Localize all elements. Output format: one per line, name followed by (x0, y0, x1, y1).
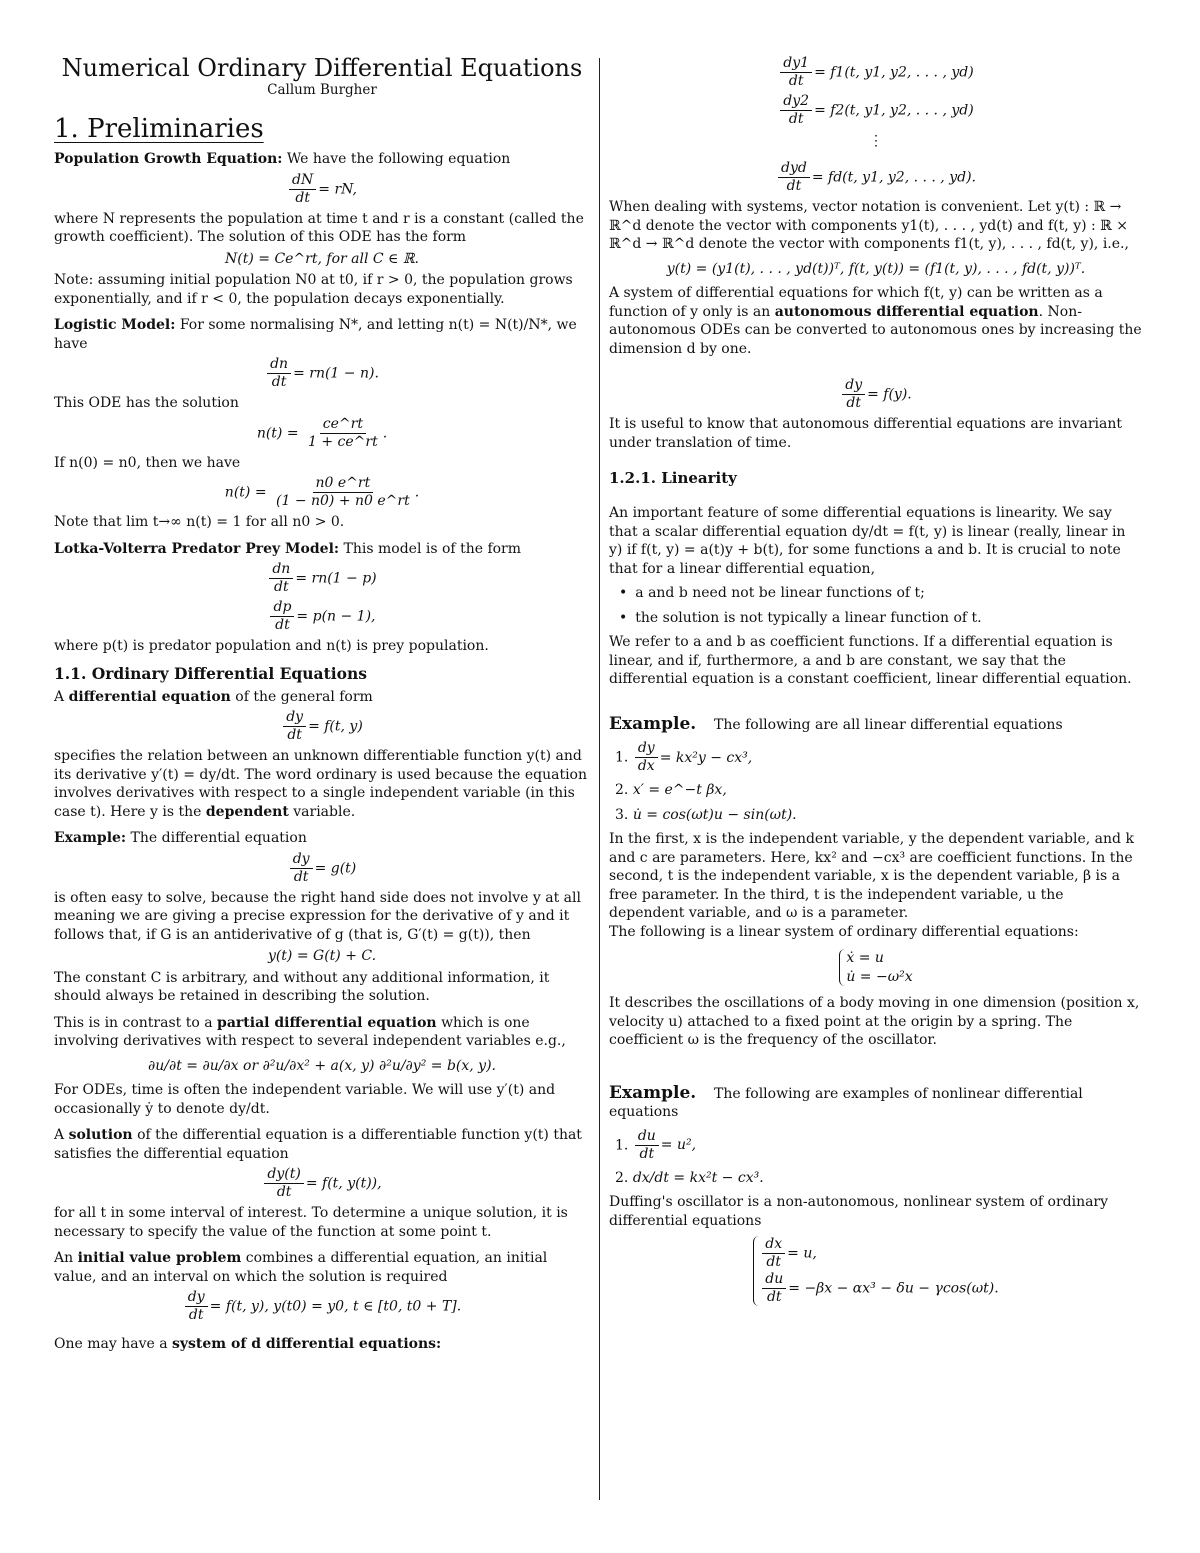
pde-equation: ∂u/∂t = ∂u/∂x or ∂²u/∂x² + a(x, y) ∂²u/∂y² = b(x, y). (147, 1057, 496, 1074)
solution-paragraph: A solution of the differential equation is a differentiable function y(t) that satisfies the differential equation (54, 1127, 582, 1162)
duffing-system: $\frac{dx}{dt}$ = u, $\frac{du}{dt}$ = −βx − αx³ − δu − γcos(ωt). (609, 1236, 1143, 1306)
pde-paragraph: This is in contrast to a partial differential equation which is one involving derivatives with respect to several independent variables e.g., (54, 1014, 566, 1049)
ode-equation: $\frac{dy}{dt}$ = f(t, y) (54, 709, 590, 744)
linearity-bullet-2: • the solution is not typically a linear function of t. (609, 609, 1143, 628)
vector-text: When dealing with systems, vector notation is convenient. Let y(t) : ℝ → ℝ^d denote the vector with components y1(t), . . . , yd(t) and f(t, y) : ℝ × ℝ^d → ℝ^d denote the vector with components f1(t, y), . . . , fd(t, y), i.e., (609, 199, 1129, 252)
logistic-text-2: If n(0) = n0, then we have (54, 454, 241, 471)
ivp-equation: $\frac{dy}{dt}$ = f(t, y), y(t0) = y0, t ∈ [t0, t0 + T]. (54, 1289, 590, 1324)
ode-paragraph: A differential equation of the general form (54, 688, 373, 705)
subsection-title: 1.1. Ordinary Differential Equations (54, 663, 367, 683)
autonomous-paragraph: A system of differential equations for which f(t, y) can be written as a function of y only is an autonomous differential equation. Non-autonomous ODEs can be converted to autonomous ones by increasing the dimension d by one. (609, 285, 1142, 357)
column-divider (599, 58, 600, 1500)
linearity-text: An important feature of some differential equations is linearity. We say that a scalar differential equation dy/dt = f(t, y) is linear (really, linear in y) if f(t, y) = a(t)y + b(t), for some functions a and b. It is crucial to note that for a linear differential equation, (609, 505, 1126, 577)
pop-text: where N represents the population at time t and r is a constant (called the growth coefficient). The solution of this ODE has the form (54, 210, 584, 245)
pop-note: Note: assuming initial population N0 at t0, if r > 0, the population grows exponentially, and if r < 0, the population decays exponentially. (54, 272, 573, 307)
pop-paragraph: Population Growth Equation: We have the following equation (54, 151, 511, 167)
lv-equation-1: $\frac{dn}{dt}$ = rn(1 − p) (54, 561, 590, 596)
example-paragraph: Example: The differential equation (54, 830, 307, 846)
document-title: Numerical Ordinary Differential Equations (61, 54, 583, 82)
example-1-item-1: 1. $\frac{dy}{dx}$ = kx²y − cx³, (615, 740, 753, 774)
system-eq-2: $\frac{dy2}{dt}$ = f2(t, y1, y2, . . . , yd) (609, 93, 1143, 128)
logistic-equation: $\frac{dn}{dt}$ = rn(1 − n). (54, 356, 590, 391)
example-1-text: In the first, x is the independent variable, y the dependent variable, and k and c are parameters. Here, kx² and −cx³ are coefficient functions. In the second, t is the independent variable, x is the dependent variable, β is a free parameter. In the third, t is the independent variable, u the dependent variable, and ω is a parameter. (609, 831, 1134, 921)
logistic-text: This ODE has the solution (54, 395, 239, 411)
example-1-item-2: 2. x′ = e^−t βx, (615, 782, 727, 798)
linearity-title: 1.2.1. Linearity (609, 469, 737, 487)
left-column (54, 52, 590, 1354)
lv-equation-2: $\frac{dp}{dt}$ = p(n − 1), (54, 599, 590, 634)
system-vdots: ⋮ (869, 133, 883, 149)
logistic-note: Note that lim t→∞ n(t) = 1 for all n0 > 0. (54, 514, 345, 530)
vector-equation: y(t) = (y1(t), . . . , yd(t))ᵀ, f(t, y(t)) = (f1(t, y), . . . , fd(t, y))ᵀ. (666, 260, 1086, 277)
example-solution: y(t) = G(t) + C. (267, 948, 377, 964)
time-text: For ODEs, time is often the independent variable. We will use y′(t) and occasionally ẏ to denote dy/dt. (54, 1082, 556, 1117)
example-equation: $\frac{dy}{dt}$ = g(t) (54, 851, 590, 886)
autonomous-equation: $\frac{dy}{dt}$ = f(y). (609, 377, 1143, 412)
autonomous-text: It is useful to know that autonomous differential equations are invariant under translation of time. (609, 416, 1123, 451)
example-text-2: The constant C is arbitrary, and without any additional information, it should always be retained in describing the solution. (54, 969, 550, 1004)
linearity-text-2: We refer to a and b as coefficient functions. If a differential equation is linear, and if, furthermore, a and b are constant, we say that the differential equation is a constant coefficient, linear differential equation. (609, 634, 1132, 687)
example-1-system: ẋ = u u̇ = −ω²x (609, 949, 1143, 986)
example-1-heading: Example. The following are all linear differential equations (609, 713, 1063, 734)
example-2-heading: Example. The following are examples of nonlinear differential equations (609, 1082, 1083, 1120)
example-1-item-3: 3. u̇ = cos(ωt)u − sin(ωt). (615, 806, 797, 823)
lv-text: where p(t) is predator population and n(t) is prey population. (54, 638, 489, 654)
example-2-item-2: 2. dx/dt = kx²t − cx³. (615, 1169, 764, 1186)
system-eq-d: $\frac{\text{dyd}}{dt}$ = fd(t, y1, y2, . . . , yd). (609, 160, 1143, 195)
example-1-text-3: It describes the oscillations of a body moving in one dimension (position x, velocity u) attached to a fixed point at the origin by a spring. The coefficient ω is the frequency of the oscillator. (609, 995, 1140, 1048)
system-eq-1: $\frac{dy1}{dt}$ = f1(t, y1, y2, . . . , yd) (609, 55, 1143, 90)
system-intro: One may have a system of d differential equations: (54, 1336, 442, 1352)
solution-text: for all t in some interval of interest. To determine a unique solution, it is necessary to specify the value of the function at some point t. (54, 1205, 568, 1240)
linearity-bullet-1: • a and b need not be linear functions of t; (609, 584, 1143, 603)
lv-paragraph: Lotka-Volterra Predator Prey Model: This model is of the form (54, 540, 522, 557)
pop-equation: $\frac{dN}{dt}$ = rN, (54, 172, 590, 207)
pop-solution: N(t) = Ce^rt, for all C ∈ ℝ. (225, 250, 419, 267)
example-1-text-2: The following is a linear system of ordinary differential equations: (609, 923, 1079, 940)
duffing-text: Duffing's oscillator is a non-autonomous, nonlinear system of ordinary differential equations (609, 1194, 1109, 1229)
logistic-solution-2: n(t) = $\frac{n0 e\^{}rt}{(1 - n0) + n0 e\^{}rt}$ . (224, 475, 420, 509)
example-text: is often easy to solve, because the right hand side does not involve y at all meaning we are giving a precise expression for the derivative of y and it follows that, if G is an antiderivative of g (that is, G′(t) = g(t)), then (54, 889, 581, 943)
solution-equation: $\frac{dy(t)}{dt}$ = f(t, y(t)), (54, 1166, 590, 1201)
ode-text: specifies the relation between an unknown differentiable function y(t) and its derivative y′(t) = dy/dt. The word ordinary is used because the equation involves derivatives with respect to a single independent variable (in this case t). Here y is the dependent variable. (54, 748, 588, 820)
document-author: Callum Burgher (267, 82, 377, 98)
logistic-paragraph: Logistic Model: For some normalising N*, and letting n(t) = N(t)/N*, we have (54, 317, 577, 352)
right-column (609, 52, 1143, 1312)
section-title: 1. Preliminaries (54, 114, 264, 144)
logistic-solution: n(t) = $\frac{ce\^{}rt}{1 + ce\^{}rt}$ . (256, 415, 388, 450)
ivp-paragraph: An initial value problem combines a differential equation, an initial value, and an interval on which the solution is required (54, 1250, 548, 1285)
example-2-item-1: 1. $\frac{du}{dt}$ = u², (615, 1127, 697, 1162)
